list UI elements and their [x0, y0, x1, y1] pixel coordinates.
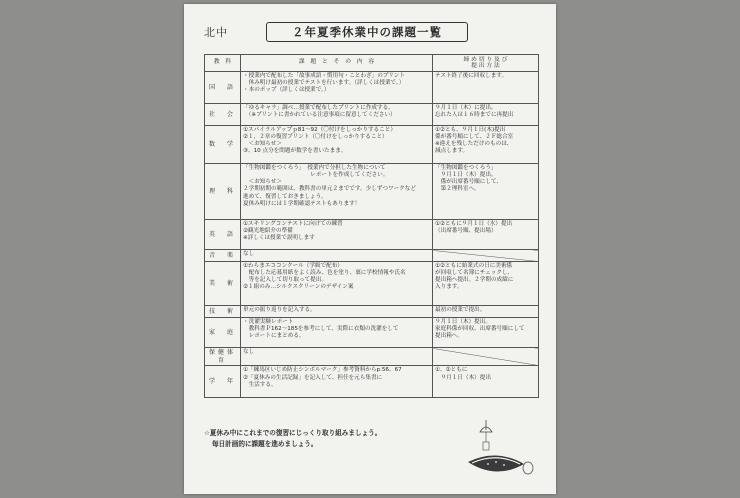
content-line: ②１組のみ…シルクスクリーンのデザイン案 — [243, 284, 354, 291]
table-row — [205, 306, 539, 318]
content-cell — [241, 72, 433, 104]
content-cell — [241, 366, 433, 398]
due-cell — [433, 318, 539, 348]
subject-cell: 理 科 — [205, 164, 241, 220]
due-cell — [433, 348, 539, 366]
header-due: 締 め 切 り 及 び 提 出 方 法 — [433, 55, 539, 72]
due-line: 第２理科室へ。 — [435, 186, 480, 193]
content-line: ・洗濯実験レポート — [243, 319, 294, 325]
content-line: ＜お知らせ＞ — [243, 141, 282, 148]
content-line: ②「夏休みの生活記録」を記入して、担任を元ら集書に — [243, 374, 383, 381]
content-cell — [241, 220, 433, 250]
document-page — [184, 4, 556, 494]
subject-cell: 国 語 — [205, 72, 241, 104]
assignment-table — [204, 54, 539, 398]
content-line: ①スパイラルアップｐ81～92（〇付けをしっかりすること） — [243, 127, 396, 133]
content-line: ②観光地紹介の準備 — [243, 228, 293, 235]
due-line: ①②ともに９月１日（水）提出 — [435, 221, 513, 227]
watermelon-wind-chime-illustration — [466, 418, 536, 480]
subject-cell: 社 会 — [205, 104, 241, 126]
content-line: なし — [243, 251, 255, 257]
table-row — [205, 164, 539, 220]
subject-cell: 学 年 — [205, 366, 241, 398]
content-cell — [241, 250, 433, 262]
due-cell — [433, 366, 539, 398]
table-row — [205, 366, 539, 398]
due-line: 提出箱へ。 — [435, 333, 463, 340]
due-cell — [433, 262, 539, 306]
due-cell — [433, 72, 539, 104]
content-line: ＜お知らせ＞ — [243, 179, 282, 186]
table-row — [205, 318, 539, 348]
content-line: （※プリントに書かれている注意事項に留意してください） — [243, 112, 396, 119]
due-line: ９月１日（木）提出。 — [435, 319, 491, 325]
due-cell — [433, 250, 539, 262]
content-line: ②１，２章の復習プリント（〇付けをしっかりすること） — [243, 134, 388, 141]
due-cell — [433, 104, 539, 126]
footer-line-1: ☆夏休み中にこれまでの復習にじっくり取り組みましょう。 — [204, 429, 382, 437]
content-cell — [241, 318, 433, 348]
due-line: 係が出席番号順にして、 — [435, 179, 503, 186]
content-line: なし — [243, 349, 255, 355]
due-line: 忘れた人は１６時までに再提出 — [435, 112, 514, 119]
subject-cell: 技 術 — [205, 306, 241, 318]
header-content: 課 題 と そ の 内 容 — [241, 55, 433, 72]
table-header-row — [205, 55, 539, 72]
content-cell — [241, 104, 433, 126]
due-line: 提出箱へ提出。２学期の成績に — [435, 277, 514, 284]
due-cell — [433, 220, 539, 250]
due-line: テスト終了後に回収します。 — [435, 73, 508, 79]
subject-cell: 保健体育 — [205, 348, 241, 366]
content-line: 「生物図鑑をつくろう」 授業内で分担した生物について — [243, 165, 386, 171]
table-row — [205, 220, 539, 250]
due-line: 「生物図鑑をつくろう」 — [435, 165, 497, 171]
content-line: ①わらまエココンクール（学級で配布） — [243, 263, 343, 269]
content-line: ③、10 点分を問題が数学を書いたまま。 — [243, 148, 347, 155]
due-line: 係が番号順にして、２Ｆ総合室 — [435, 134, 514, 141]
due-line: ※違えを残しただけのものは、 — [435, 141, 513, 148]
table-row — [205, 72, 539, 104]
content-line: 「ゆるキャラ」調べ…授業で配布したプリントに作成する。 — [243, 105, 394, 111]
table-row — [205, 348, 539, 366]
due-line: が回収して名簿にチェックし、 — [435, 270, 514, 277]
school-name: 北中 — [204, 26, 228, 39]
due-line: ①②ともに始業式の日に美術係 — [435, 263, 513, 269]
content-line: 等を記入して切り取って提出。 — [243, 277, 327, 284]
content-cell — [241, 306, 433, 318]
due-line: 最初の授業で提出。 — [435, 307, 486, 313]
subject-cell: 数 学 — [205, 126, 241, 164]
table-row — [205, 104, 539, 126]
due-line: ①、②ともに — [435, 367, 468, 374]
content-line: 配布した応募用紙をよく読み、色を塗り、裏に学校情報や氏名 — [243, 270, 406, 277]
content-line: ①スキリングコンテストに向けての練習 — [243, 221, 343, 227]
content-cell — [241, 262, 433, 306]
content-line: ※詳しくは授業で説明します — [243, 235, 315, 242]
header-subject: 教 科 — [205, 55, 241, 72]
content-cell — [241, 348, 433, 366]
content-line: ・授業内で配布した「故事成語・慣用句・ことわざ」のプリント — [243, 73, 405, 79]
due-cell — [433, 126, 539, 164]
content-cell — [241, 164, 433, 220]
table-row — [205, 126, 539, 164]
content-line: 教科書Ｐ162～185を参考にして、実際に衣類の洗濯をして — [243, 326, 399, 333]
content-line: ・本のポップ（詳しくは授業で。） — [243, 87, 330, 94]
due-line: 減点します。 — [435, 148, 469, 155]
content-line: レポートを作成してください。 — [243, 172, 389, 179]
due-line: 入ります。 — [435, 284, 463, 291]
due-line: ①②とも、９月１日(木)提出 — [435, 127, 506, 133]
subject-cell: 英 語 — [205, 220, 241, 250]
due-line: ９月１日（木）に提出。 — [435, 105, 497, 111]
due-line: 家庭科係が回収、出席番号順にして — [435, 326, 525, 333]
due-line: ９月１日（木）提出。 — [435, 172, 497, 179]
content-line: 進めて、復習しておきましょう。 — [243, 193, 327, 200]
content-line: 夏休み明けには１学期確認テストもあります！ — [243, 200, 361, 207]
subject-cell: 家 庭 — [205, 318, 241, 348]
due-cell — [433, 306, 539, 318]
content-line: 生活する。 — [243, 381, 277, 388]
content-line: ２学期初期の範囲は、教科書の単元２までです。少しずつワークなど — [243, 186, 416, 193]
content-cell — [241, 126, 433, 164]
table-row — [205, 262, 539, 306]
content-line: レポートにまとめる。 — [243, 333, 305, 340]
content-line: 単元の振り返りを記入する。 — [243, 307, 316, 313]
subject-cell: 音 楽 — [205, 250, 241, 262]
due-line: ９月１日（木）提出 — [435, 374, 491, 381]
due-line: （出席番号順、提出場） — [435, 228, 497, 235]
table-row — [205, 250, 539, 262]
page-title: ２年夏季休業中の課題一覧 — [266, 22, 468, 42]
content-line: 休み明け最初の授業でテストを行います。（詳しくは授業で。） — [243, 80, 405, 87]
footer-line-2: 毎日計画的に課題を進めましょう。 — [212, 439, 318, 448]
subject-cell: 美 術 — [205, 262, 241, 306]
due-cell — [433, 164, 539, 220]
content-line: ①「練馬区いじめ防止シンボルマーク」参考資料からp.56、67 — [243, 367, 402, 374]
footer-note — [204, 428, 381, 449]
